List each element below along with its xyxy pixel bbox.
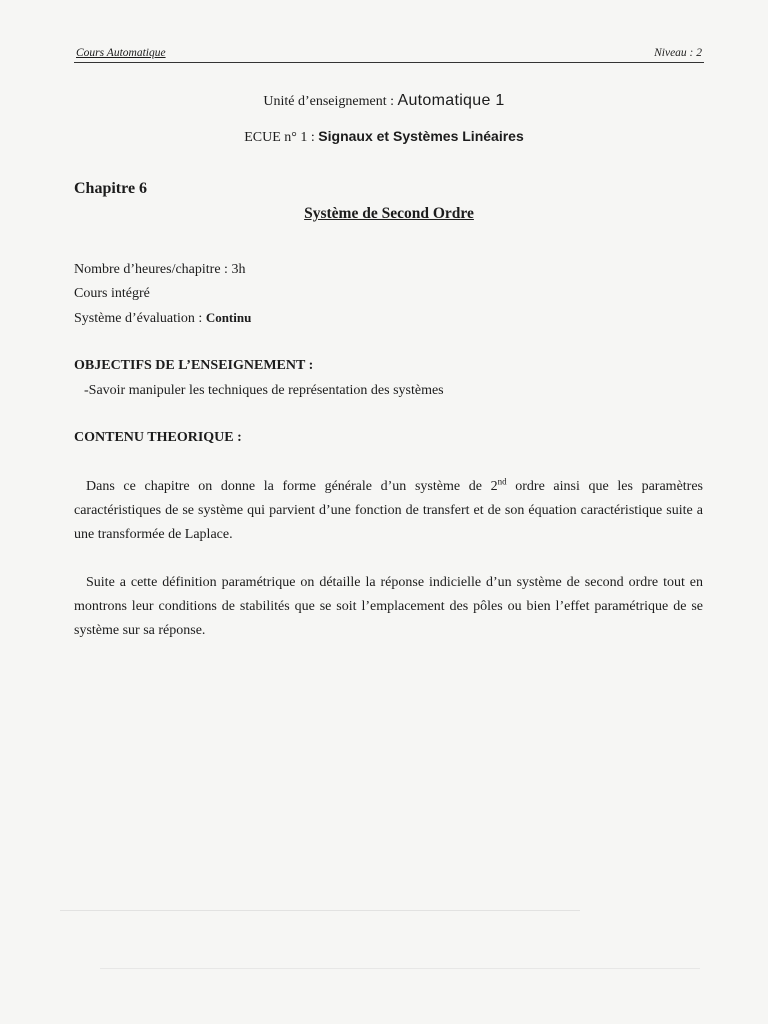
scan-noise: [60, 910, 580, 911]
hours-per-chapter: Nombre d’heures/chapitre : 3h: [74, 262, 246, 277]
content-heading: CONTENU THEORIQUE :: [74, 430, 242, 445]
header-course-title: Cours Automatique: [76, 47, 166, 59]
chapter-title: Système de Second Ordre: [304, 205, 474, 222]
objectives-heading: OBJECTIFS DE L’ENSEIGNEMENT :: [74, 358, 314, 373]
evaluation-system: [74, 310, 251, 327]
ecue-label: ECUE n° 1 :: [244, 130, 319, 145]
teaching-unit-line: [0, 92, 768, 110]
course-type: Cours intégré: [74, 286, 150, 301]
evaluation-value: Continu: [205, 310, 252, 325]
para1-superscript: nd: [497, 476, 507, 487]
page-header: [74, 44, 704, 63]
evaluation-label: Système d’évaluation :: [74, 311, 206, 326]
teaching-unit-label: Unité d’enseignement :: [263, 94, 398, 109]
para1-text-start: Dans ce chapitre on donne la forme générale d’un système de 2: [86, 479, 498, 494]
ecue-line: [0, 128, 768, 146]
teaching-unit-value: Automatique 1: [397, 92, 505, 109]
objective-item: -Savoir manipuler les techniques de représentation des systèmes: [84, 383, 444, 398]
header-level: Niveau : 2: [654, 47, 702, 59]
chapter-number: Chapitre 6: [74, 180, 148, 197]
scan-noise: [100, 968, 700, 969]
ecue-value: Signaux et Systèmes Linéaires: [318, 128, 524, 144]
content-paragraph-1: [74, 475, 703, 547]
content-paragraph-2: Suite a cette définition paramétrique on détaille la réponse indicielle d’un système de second ordre tout en montrons leur conditions de stabilités que se soit l’emplacement des pôles ou bien l’effet paramétrique de se système sur sa réponse.: [74, 575, 703, 638]
para1-text-end: ordre ainsi que les paramètres caractéristiques de se système qui parvient d’une fonction de transfert et de son équation caractéristique suite a une transformée de Laplace.: [74, 479, 704, 542]
